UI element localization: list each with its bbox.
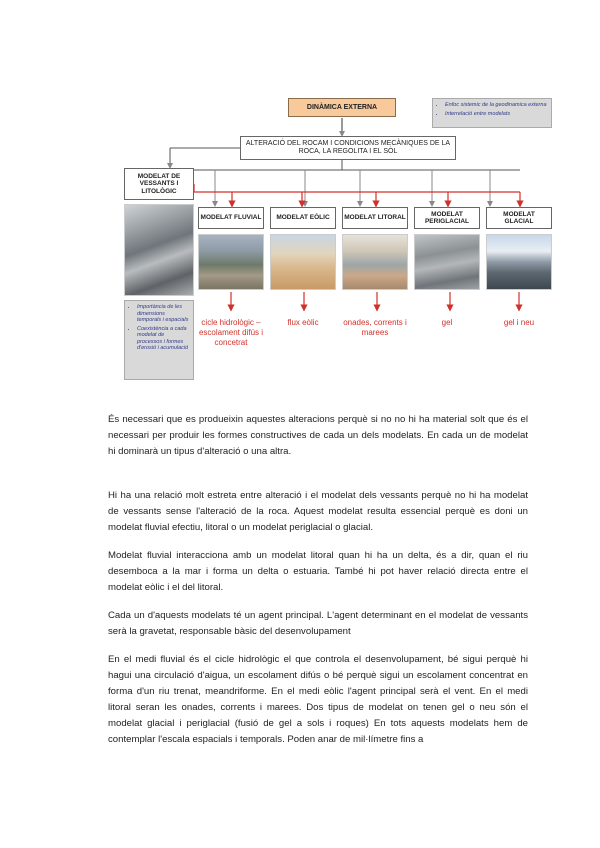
agent-periglacial: gel bbox=[441, 318, 453, 327]
paragraph-1 bbox=[108, 412, 528, 460]
paragraph-text: És necessari que es produeixin aquestes alteracions perquè si no no hi ha material solt que és el necessari per produir les formes constructives de cada un dels modelats. En cada un de modelat hi dominarà un tipus d'alteració o una altra. bbox=[108, 414, 528, 457]
box-dinamica-externa: DINÀMICA EXTERNA bbox=[288, 98, 396, 117]
paragraph-2 bbox=[108, 488, 528, 536]
photo-eolic bbox=[270, 234, 336, 290]
photo-vessants bbox=[124, 204, 194, 296]
photo-glacial bbox=[486, 234, 552, 290]
photo-fluvial bbox=[198, 234, 264, 290]
note-top-right bbox=[432, 98, 552, 128]
diagram-connectors bbox=[0, 0, 600, 390]
agent-litoral: onades, corrents i marees bbox=[343, 318, 407, 337]
note-left-item: • Coexistència a cada modelat de processos i formes d'erosió i acumulació bbox=[137, 326, 189, 352]
paragraph-text: Hi ha una relació molt estreta entre alteració i el modelat dels vessants perquè no hi ha modelat de vessants sense l'alteració de la roca. Aquest modelat resulta essencial perquè es doni un modelat fluvial efectiu, litoral o un modelat periglacial o glacial. bbox=[108, 490, 528, 533]
paragraph-3 bbox=[108, 548, 528, 596]
photo-periglacial bbox=[414, 234, 480, 290]
note-top-item: • Enfoc sistemic de la geodinamica externa bbox=[445, 102, 547, 109]
paragraph-4 bbox=[108, 608, 528, 640]
note-top-item: • Interrelació entre modelats bbox=[445, 111, 547, 118]
paragraph-text: Cada un d'aquests modelats té un agent principal. L'agent determinant en el modelat de vessants serà la gravetat, responsable bàsic del desenvolupament bbox=[108, 610, 528, 637]
agent-fluvial: cicle hidrològic – escolament difús i concetrat bbox=[198, 318, 264, 347]
box-modelat-vessants: MODELAT DE VESSANTS I LITOLÒGIC bbox=[124, 168, 194, 200]
box-modelat-litoral: MODELAT LITORAL bbox=[342, 207, 408, 229]
note-left bbox=[124, 300, 194, 380]
box-alteracio: ALTERACIÓ DEL ROCAM I CONDICIONS MECÀNIQUES DE LA ROCA, LA REGOLITA I EL SÒL bbox=[240, 136, 456, 160]
box-modelat-periglacial: MODELAT PERIGLACIAL bbox=[414, 207, 480, 229]
agent-glacial: gel i neu bbox=[503, 318, 535, 327]
box-modelat-eolic: MODELAT EÒLIC bbox=[270, 207, 336, 229]
box-modelat-fluvial: MODELAT FLUVIAL bbox=[198, 207, 264, 229]
note-left-item: • Importància de les dimensions temporals i espacials bbox=[137, 304, 189, 324]
paragraph-text: Modelat fluvial interacciona amb un modelat litoral quan hi ha un delta, és a dir, quan el riu desemboca a la mar i forma un delta o estuaria. També hi pot haver relació directa entre el modelat eòlic i el del litoral. bbox=[108, 550, 528, 593]
box-modelat-glacial: MODELAT GLACIAL bbox=[486, 207, 552, 229]
photo-litoral bbox=[342, 234, 408, 290]
agent-eolic: flux eòlic bbox=[287, 318, 319, 327]
paragraph-5 bbox=[108, 652, 528, 748]
paragraph-text: En el medi fluvial és el cicle hidrològic el que controla el desenvolupament, bé sigui perquè hi hagui una circulació d'aigua, un escolament difús o bé perquè sigui un escolament concentrat en forma d'un riu trenat, meandriforme. En el medi eòlic l'agent principal serà el vent. En el medi litoral seran les onades, corrents i marees. Dos tipus de modelat on tenen gel o neu són el modelat glacial i periglacial (fusió de gel a sols i roques) En tots aquests modelats hem de contemplar l'escala espacials i temporals. Poden anar de mil·límetre fins a bbox=[108, 654, 528, 745]
concept-diagram bbox=[0, 0, 600, 390]
